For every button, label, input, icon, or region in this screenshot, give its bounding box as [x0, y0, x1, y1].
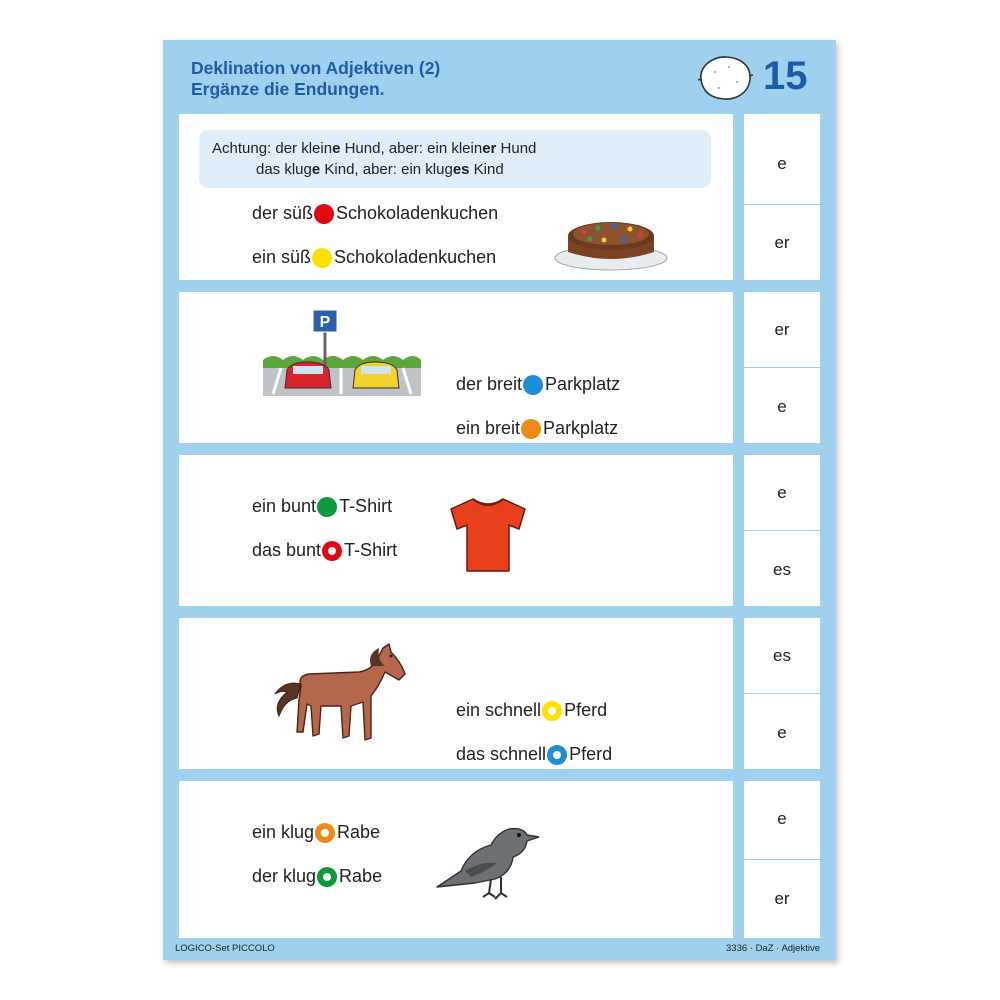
exercise-card: [163, 40, 836, 960]
card-title: [191, 58, 440, 100]
hint-line-2: das kluge Kind, aber: ein kluges Kind: [256, 161, 504, 178]
task-panel-2: [179, 292, 733, 443]
horse-icon: [267, 640, 407, 744]
answer-divider: [744, 859, 820, 860]
yellow-ring-dot: [542, 701, 562, 721]
task-panel-1: [179, 114, 733, 280]
blue-ring-dot: [547, 745, 567, 765]
task-panel-3: [179, 455, 733, 606]
answer-label: er: [774, 320, 790, 339]
answer-label: e: [777, 483, 787, 502]
parking-lot-icon: [263, 308, 421, 396]
task-panel-5: [179, 781, 733, 938]
sentence-row: das schnell Pferd: [456, 744, 613, 764]
answer-divider: [744, 367, 820, 368]
sentence-row: der süß Schokoladenkuchen: [252, 203, 499, 223]
answer-divider: [744, 530, 820, 531]
sentence-row: ein klug Rabe: [252, 822, 381, 842]
red-solid-dot: [314, 204, 334, 224]
sentence-row: ein breit Parkplatz: [456, 418, 619, 438]
sentence-row: ein schnell Pferd: [456, 700, 608, 720]
tshirt-icon: [447, 495, 529, 575]
answer-divider: [744, 204, 820, 205]
hint-box: [199, 130, 711, 188]
green-ring-dot: [317, 867, 337, 887]
raven-icon: [435, 821, 539, 903]
answer-column-5: [744, 781, 820, 938]
answer-column-3: [744, 455, 820, 606]
yellow-solid-dot: [312, 248, 332, 268]
answer-label: es: [773, 560, 791, 579]
lemon-icon: [695, 52, 755, 104]
card-number: 15: [763, 54, 808, 98]
blue-solid-dot: [523, 375, 543, 395]
answer-label: er: [774, 233, 790, 252]
answer-label: es: [773, 646, 791, 665]
green-solid-dot: [317, 497, 337, 517]
title-line-1: Deklination von Adjektiven (2): [191, 58, 441, 78]
sentence-row: ein süß Schokoladenkuchen: [252, 247, 497, 267]
title-line-2: Ergänze die Endungen.: [191, 79, 385, 99]
answer-divider: [744, 693, 820, 694]
answer-column-2: [744, 292, 820, 443]
sentence-row: das bunt T-Shirt: [252, 540, 398, 560]
answer-label: e: [777, 154, 787, 173]
footer-right: 3336 · DaZ · Adjektive: [726, 943, 820, 954]
orange-solid-dot: [521, 419, 541, 439]
footer-left: LOGICO-Set PICCOLO: [175, 943, 275, 954]
task-panel-4: [179, 618, 733, 769]
svg-text:P: P: [319, 314, 331, 331]
answer-column-4: [744, 618, 820, 769]
answer-label: e: [777, 397, 787, 416]
answer-label: e: [777, 809, 787, 828]
sentence-row: ein bunt T-Shirt: [252, 496, 393, 516]
answer-label: er: [774, 889, 790, 908]
cake-icon: [554, 202, 668, 272]
hint-line-1: Achtung: der kleine Hund, aber: ein kleiner Hund: [212, 140, 537, 157]
answer-label: e: [777, 723, 787, 742]
sentence-row: der klug Rabe: [252, 866, 383, 886]
orange-ring-dot: [315, 823, 335, 843]
red-ring-dot: [322, 541, 342, 561]
answer-column-1: [744, 114, 820, 280]
sentence-row: der breit Parkplatz: [456, 374, 621, 394]
